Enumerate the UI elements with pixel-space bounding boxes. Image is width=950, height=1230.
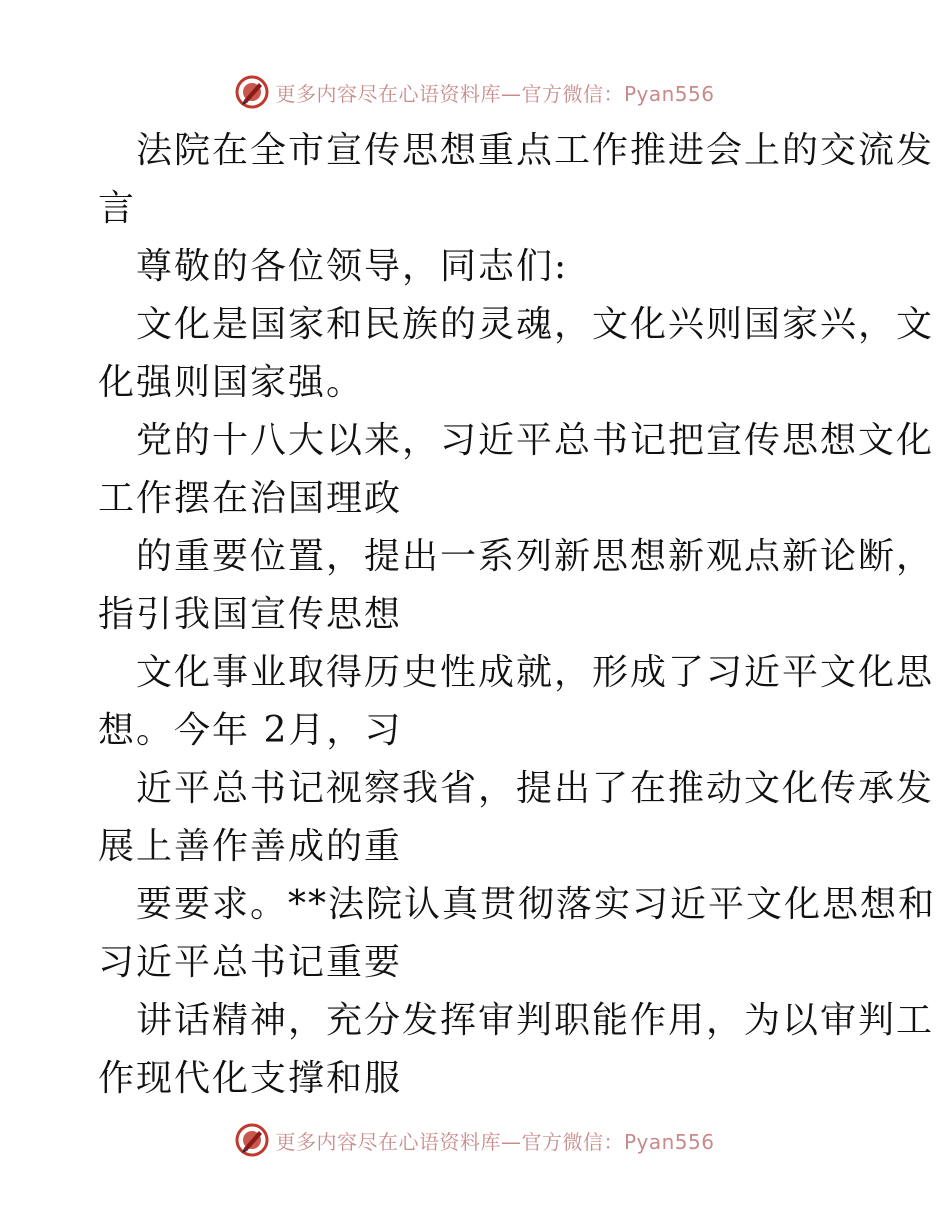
text-line: 近平总书记视察我省，提出了在推动文化传承发 xyxy=(136,768,935,809)
watermark-text: 更多内容尽在心语资料库—官方微信：Pyan556 xyxy=(275,1129,715,1154)
text-line: 习近平总书记重要 xyxy=(98,942,403,983)
text-line: 化强则国家强。 xyxy=(98,362,365,403)
text-line: 的重要位置，提出一系列新思想新观点新论断， xyxy=(136,536,935,577)
text-line: 法院在全市宣传思想重点工作推进会上的交流发 xyxy=(136,130,935,171)
text-line: 展上善作善成的重 xyxy=(98,826,403,867)
text-line: 言 xyxy=(98,188,137,229)
watermark-text: 更多内容尽在心语资料库—官方微信：Pyan556 xyxy=(275,81,715,106)
text-line: 要要求。**法院认真贯彻落实习近平文化思想和 xyxy=(136,884,937,925)
text-line: 讲话精神，充分发挥审判职能作用，为以审判工 xyxy=(136,1000,935,1041)
text-line: 指引我国宣传思想 xyxy=(98,594,403,635)
header-watermark xyxy=(0,72,950,112)
text-line: 想。今年 2月，习 xyxy=(98,710,403,751)
text-line: 尊敬的各位领导，同志们: xyxy=(136,246,569,287)
red-pen-logo-icon xyxy=(235,1123,269,1157)
text-line: 文化是国家和民族的灵魂，文化兴则国家兴，文 xyxy=(136,304,935,345)
text-line: 作现代化支撑和服 xyxy=(98,1058,403,1099)
red-pen-logo-icon xyxy=(235,75,269,109)
document-body xyxy=(98,122,937,1108)
footer-watermark xyxy=(0,1120,950,1160)
text-line: 党的十八大以来，习近平总书记把宣传思想文化 xyxy=(136,420,935,461)
text-line: 文化事业取得历史性成就，形成了习近平文化思 xyxy=(136,652,935,693)
text-line: 工作摆在治国理政 xyxy=(98,478,403,519)
